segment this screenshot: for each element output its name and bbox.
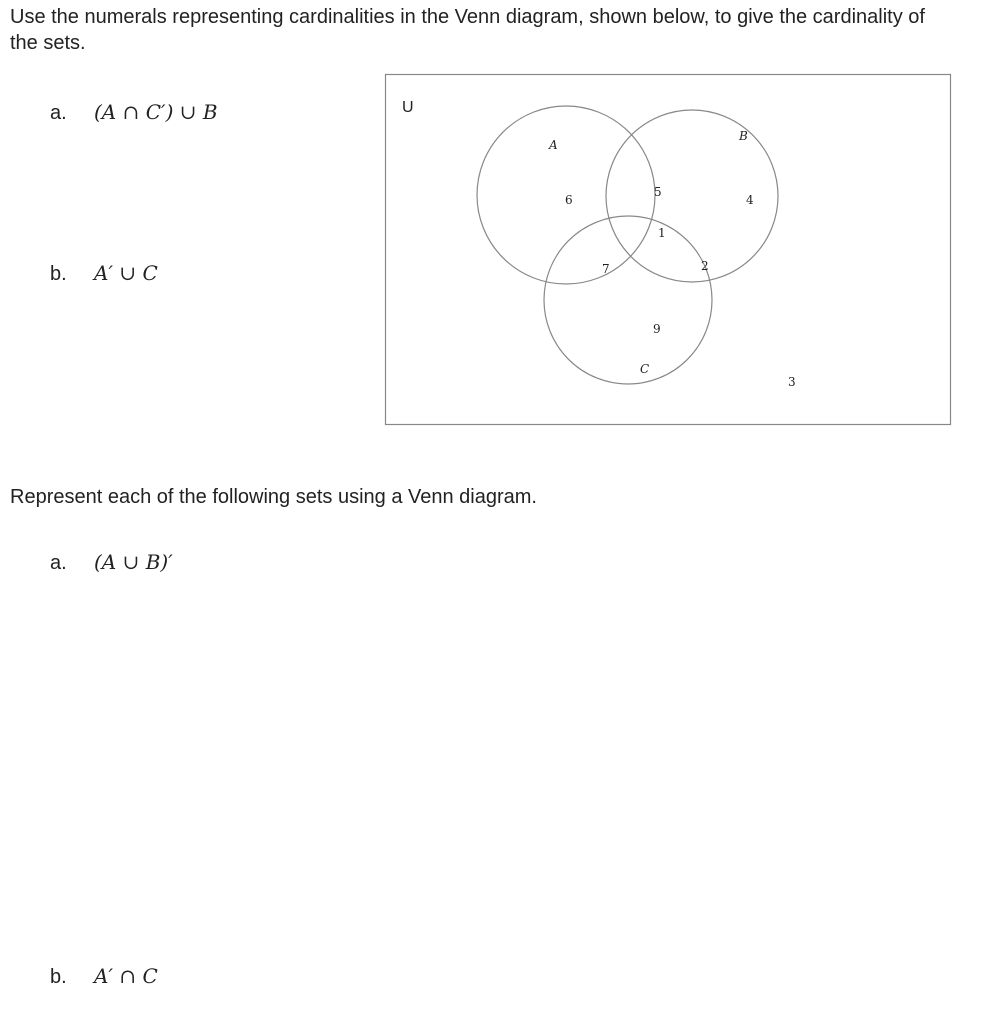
set-expression: (A ∪ B)′ [94,550,173,574]
question1-prompt: Use the numerals representing cardinalities in the Venn diagram, shown below, to give the cardinality of the sets. [10,6,925,54]
region-b-c: 2 [701,259,709,273]
set-expression: A′ ∩ C [94,964,158,988]
region-a-b-c: 1 [658,226,666,240]
region-a-b: 5 [654,185,662,199]
universe-label: U [402,99,414,116]
question2-prompt: Represent each of the following sets using a Venn diagram. [10,486,537,508]
set-label-b: B [739,129,748,143]
question2-part-b [50,964,158,989]
region-c-only: 9 [653,322,661,336]
region-outside: 3 [788,375,796,389]
part-label: b. [50,966,67,988]
universe-box [386,75,951,425]
region-a-only: 6 [565,193,573,207]
part-label: b. [50,263,67,285]
region-a-c: 7 [602,262,610,276]
venn-diagram [0,0,991,440]
set-label-a: A [549,138,558,152]
set-expression: (A ∩ C′) ∪ B [94,100,218,124]
set-expression: A′ ∪ C [94,261,158,285]
set-label-c: C [640,362,650,376]
part-label: a. [50,552,67,574]
region-b-only: 4 [746,193,754,207]
question2-part-a [50,550,173,575]
part-label: a. [50,102,67,124]
circle-c [544,216,712,384]
